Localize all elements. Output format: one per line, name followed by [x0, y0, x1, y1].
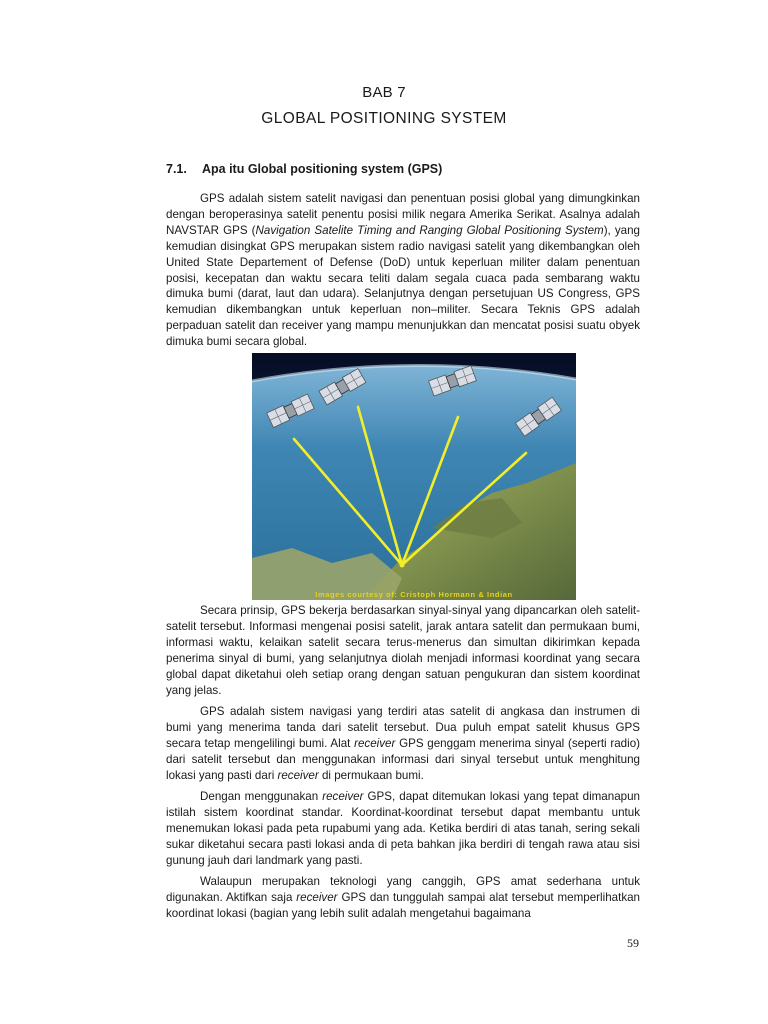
section-heading	[166, 162, 442, 176]
section-title: Apa itu Global positioning system (GPS)	[202, 162, 443, 176]
paragraph-gps-principle: Secara prinsip, GPS bekerja berdasarkan sinyal-sinyal yang dipancarkan oleh satelit-satelit tersebut. Informasi mengenai posisi satelit, jarak antara satelit dan permukaan bumi, informasi waktu, kelaikan satelit secara terus-menerus dan simultan dikirimkan kepada penerima sinyal di bumi, yang selanjutnya diolah menjadi informasi koordinat yang secara global dapat diketahui oleh setiap orang dengan satuan pengukuran dan sistem koordinat yang jelas.	[166, 604, 640, 697]
section-number: 7.1.	[166, 162, 187, 176]
paragraph-text: di permukaan bumi.	[318, 768, 424, 782]
paragraph-gps-definition	[166, 191, 640, 350]
paragraph-text: GPS genggam menerima sinyal (seperti radio) dari satelit tersebut dan menggunakan informasi dari sinyal tersebut untuk menghitung lokasi yang pasti dari	[166, 736, 640, 782]
paragraph-text: GPS adalah sistem satelit navigasi dan penentuan posisi global yang dimungkinkan dengan beroperasinya satelit penentu posisi milik negara Amerika Serikat. Asalnya adalah NAVSTAR GPS (	[166, 192, 640, 237]
chapter-label: BAB 7	[362, 84, 406, 101]
page-number: 59	[627, 936, 639, 950]
paragraph-gps-simplicity	[166, 874, 640, 922]
gps-satellite-figure	[252, 353, 576, 600]
paragraph-italic-text: receiver	[322, 790, 364, 803]
paragraph-italic-text: receiver	[277, 768, 319, 782]
paragraph-gps-system	[166, 704, 640, 784]
gps-illustration	[252, 353, 576, 600]
paragraph-text: ), yang kemudian disingkat GPS merupakan sistem radio navigasi satelit yang dikembangkan oleh United State Departement of Defense (DoD) untuk keperluan militer dalam penentuan posisi, kecepatan dan waktu secara teliti dalam segala cuaca pada sembarang waktu dimuka bumi (darat, laut dan udara). Selanjutnya dengan persetujuan US Congress, GPS kemudian dikembangkan untuk keperluan non–militer. Secara Teknis GPS adalah perpaduan satelit dan receiver yang mampu menunjukkan dan mencatat posisi suatu obyek dimuka bumi secara global.	[166, 223, 640, 349]
paragraph-italic-text: Navigation Satelite Timing and Ranging Global Positioning System	[255, 223, 604, 237]
paragraph-text: Dengan menggunakan	[200, 790, 323, 803]
paragraph-text: GPS dan tunggulah sampai alat tersebut memperlihatkan koordinat lokasi (bagian yang lebih sulit adalah mengetahui bagaimana	[166, 890, 641, 920]
image-credit: Images courtesy of: Cristoph Hormann & Indian	[315, 590, 513, 599]
paragraph-italic-text: receiver	[354, 736, 396, 750]
paragraph-text: Walaupun merupakan teknologi yang canggih, GPS amat sederhana untuk digunakan. Aktifkan saja	[166, 875, 640, 904]
paragraph-italic-text: receiver	[296, 890, 338, 904]
paragraph-text: GPS adalah sistem navigasi yang terdiri atas satelit di angkasa dan instrumen di bumi yang menerima tanda dari satelit tersebut. Dua puluh empat satelit khusus GPS secara tetap mengelilingi bumi. Alat	[166, 705, 640, 750]
chapter-title: GLOBAL POSITIONING SYSTEM	[261, 110, 507, 127]
gps-receiver-point	[400, 563, 405, 568]
paragraph-gps-usage	[166, 789, 640, 869]
paragraph-text: GPS, dapat ditemukan lokasi yang tepat dimanapun istilah sistem koordinat standar. Koordinat-koordinat tersebut dapat membantu untuk menemukan lokasi pada peta rupabumi yang ada. Ketika berdiri di atas tanah, sering sekali sukar diketahui secara pasti lokasi anda di peta bahkan jika berdiri di tengah rawa atau sisi gunung jauh dari landmark yang pasti.	[166, 790, 640, 867]
